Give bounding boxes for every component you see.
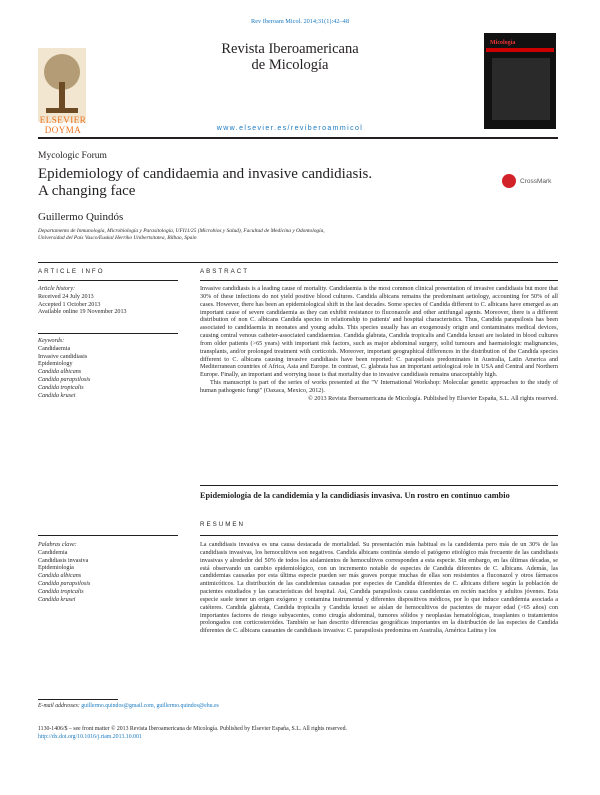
resumen-body <box>200 542 558 636</box>
publisher-elsevier: ELSEVIER <box>39 115 87 125</box>
crossmark-icon[interactable] <box>502 174 516 188</box>
info-rule <box>38 280 178 281</box>
palabra-clave: Candida albicans <box>38 573 82 580</box>
email-link[interactable]: guillermo.quindos@gmail.com, guillermo.quindos@ehu.es <box>81 703 219 709</box>
keywords <box>38 338 178 400</box>
article-title-line-1: Epidemiology of candidaemia and invasive candidiasis. <box>38 166 373 182</box>
abstract-body <box>200 286 558 404</box>
journal-title-line-1: Revista Iberoamericana <box>221 41 359 57</box>
publisher-doyma: DOYMA <box>44 125 82 135</box>
footnote-rule <box>38 699 118 700</box>
header-rule <box>38 137 558 139</box>
abstract-paragraph-2: This manuscript is part of the series of works presented at the "V International Workshop: Molecular genetic approaches to the study of human pathogenic fungi" (Oaxaca, Mexico, 2012). <box>200 380 558 394</box>
affiliation-line-1: Departamento de Inmunología, Microbiología y Parasitología, UFI11/25 (Microbios y Salud), Facultad de Medicina y Odontología, <box>38 228 325 234</box>
keyword: Candida tropicalis <box>38 384 84 391</box>
palabra-clave: Epidemiología <box>38 565 74 572</box>
accepted-date: Accepted 1 October 2013 <box>38 301 101 308</box>
publisher-name <box>28 115 98 135</box>
palabra-clave: Candidiasis invasiva <box>38 557 89 564</box>
palabra-clave: Candida tropicalis <box>38 588 84 595</box>
history-label: Article history: <box>38 286 76 292</box>
info-rule-2 <box>38 333 178 334</box>
email-footnote <box>38 703 458 709</box>
abstract-paragraph-1: Invasive candidiasis is a leading cause of mortality. Candidaemia is the most common clinical presentation of invasive candidiasis but more that 30% of these infections do not yield positive blood cultures. Candida albicans remains the predominant aetiology, accounting for 50% of all cases. However, there has been an epidemiological shift in the last decades. Some species of Candida different to C. albicans have emerged as an important cause of severe candidaemia as they can exhibit resistance to fluconazole and other antifungal agents. Moreover, there is a different distribution of non C. albicans Candida species in relationship to patients' and hospital characteristics. Thus, Candida parapsilosis has been associated to candidaemia in neonates and young adults. This species usually has an exogenously origin and contaminates medical devices, causing central venous catheter-associated candidaemias. Candida glabrata, Candida tropicalis and Candida krusei are isolated in blood cultures from older patients (>65 years) with important risk factors, such as major abdominal surgery, solid tumours and haematologic malignancies, transplants, and/or prolonged treatment with corticoids. Moreover, important geographical differences in the distribution of the Candida species different to C. albicans causing invasive candidiasis have been reported: C. parapsilosis predominates in Australia, Latin America and Mediterranean countries of Africa, Asia and Europe. In contrast, C. glabrata has an important aetiological role in USA and Central and Northern Europe. Finally, an important and worrying issue is that mortality due to invasive candidiasis remains unacceptably high. <box>200 286 558 379</box>
keyword: Candidaemia <box>38 345 71 352</box>
keyword: Candida parapsilosis <box>38 376 91 383</box>
cover-band <box>486 48 554 52</box>
palabra-clave: Candida krusei <box>38 596 76 603</box>
author-name: Guillermo Quindós <box>38 211 124 223</box>
doi-link[interactable]: http://dx.doi.org/10.1016/j.riam.2013.10.001 <box>38 734 142 740</box>
cover-title: Micología <box>490 40 516 46</box>
journal-title-line-2: de Micología <box>251 57 329 73</box>
article-history <box>38 286 178 317</box>
abstract-copyright: © 2013 Revista Iberoamericana de Micología. Published by Elsevier España, S.L. All rights reserved. <box>308 395 558 402</box>
abstract-rule <box>200 280 558 281</box>
author-affiliation <box>38 228 558 242</box>
email-label: E-mail addresses: <box>38 703 80 709</box>
keywords-label: Keywords: <box>38 338 65 344</box>
footer <box>38 725 558 741</box>
abstract-heading: ABSTRACT <box>200 268 250 275</box>
issn-line: 1130-1406/$ – see front matter © 2013 Revista Iberoamericana de Micología. Published by Elsevier España, S.L. All rights reserved. <box>38 726 347 732</box>
journal-title <box>150 41 430 73</box>
article-section: Mycologic Forum <box>38 151 107 161</box>
spanish-title: Epidemiología de la candidemia y la candidiasis invasiva. Un rostro en continuo cambio <box>200 491 510 500</box>
palabra-clave: Candida parapsilosis <box>38 580 91 587</box>
journal-reference: Rev Iberoam Micol. 2014;31(1):42–48 <box>251 18 349 25</box>
resumen-heading: RESUMEN <box>200 521 245 528</box>
pc-rule <box>38 535 178 536</box>
palabras-clave-label: Palabras clave: <box>38 542 77 548</box>
journal-website-link[interactable]: www.elsevier.es/reviberoammicol <box>216 125 364 132</box>
divider-rule <box>38 262 558 263</box>
palabras-clave <box>38 542 178 604</box>
affiliation-line-2: Universidad del País Vasco/Euskal Herriko Unibertsitatea, Bilbao, Spain <box>38 235 197 242</box>
article-info-heading: ARTICLE INFO <box>38 268 105 275</box>
resumen-paragraph: La candidiasis invasiva es una causa destacada de mortalidad. Su presentación más habitual es la candidemia pero más de un 30% de las candidiasis invasivas, los hemocultivos son negativos. Candida albicans continúa siendo el patógeno etiológico más frecuente de las candidiasis invasivas y alrededor del 50% de todos los aislamientos de hemocultivos corresponden a esta especie. Sin embargo, en las últimas décadas, se está observando un cambio epidemiológico, con un incremento notable de especies de Candida diferentes de C. albicans. Además, las candidemias causadas por esta última especie pueden ser más graves porque muchas de ellas son resistentes a fluconazol y otros fármacos antimicóticos. La distribución de las candidemias causadas por especies de Candida diferentes de C. albicans difiere según la población de pacientes estudiados y las características del hospital. Así, Candida parapsilosis causa candidemias en recién nacidos y adultos jóvenes. Esta especie suele tener un origen exógeno y contamina instrumental y diferentes dispositivos médicos, por lo que induce candidemia asociada a catéteres. Candida glabrata, Candida tropicalis y Candida krusei se aíslan de hemocultivos de pacientes de mayor edad (>65 años) con importantes factores de riesgo subyacentes, como cirugía abdominal, tumores sólidos y neoplasias hematológicas, trasplantes o tratamientos prolongados con corticosteroides. También se han descrito diferencias geográficas importantes en la distribución de las especies de Candida diferentes de C. albicans causantes de candidiasis invasiva: C. parapsilosis predomina en Australia, América Latina y los <box>200 542 558 635</box>
keyword: Invasive candidiasis <box>38 353 88 360</box>
keyword: Candida albicans <box>38 369 82 376</box>
keyword: Epidemiology <box>38 361 73 368</box>
spanish-top-rule <box>200 485 558 486</box>
cover-image <box>492 58 550 120</box>
palabra-clave: Candidemia <box>38 549 68 556</box>
keyword: Candida krusei <box>38 392 76 399</box>
resumen-rule <box>200 535 558 536</box>
article-title-line-2: A changing face <box>38 183 136 199</box>
crossmark-label[interactable]: CrossMark <box>520 178 552 185</box>
received-date: Received 24 July 2013 <box>38 293 94 300</box>
online-date: Available online 19 November 2013 <box>38 309 127 316</box>
article-title <box>38 166 458 200</box>
